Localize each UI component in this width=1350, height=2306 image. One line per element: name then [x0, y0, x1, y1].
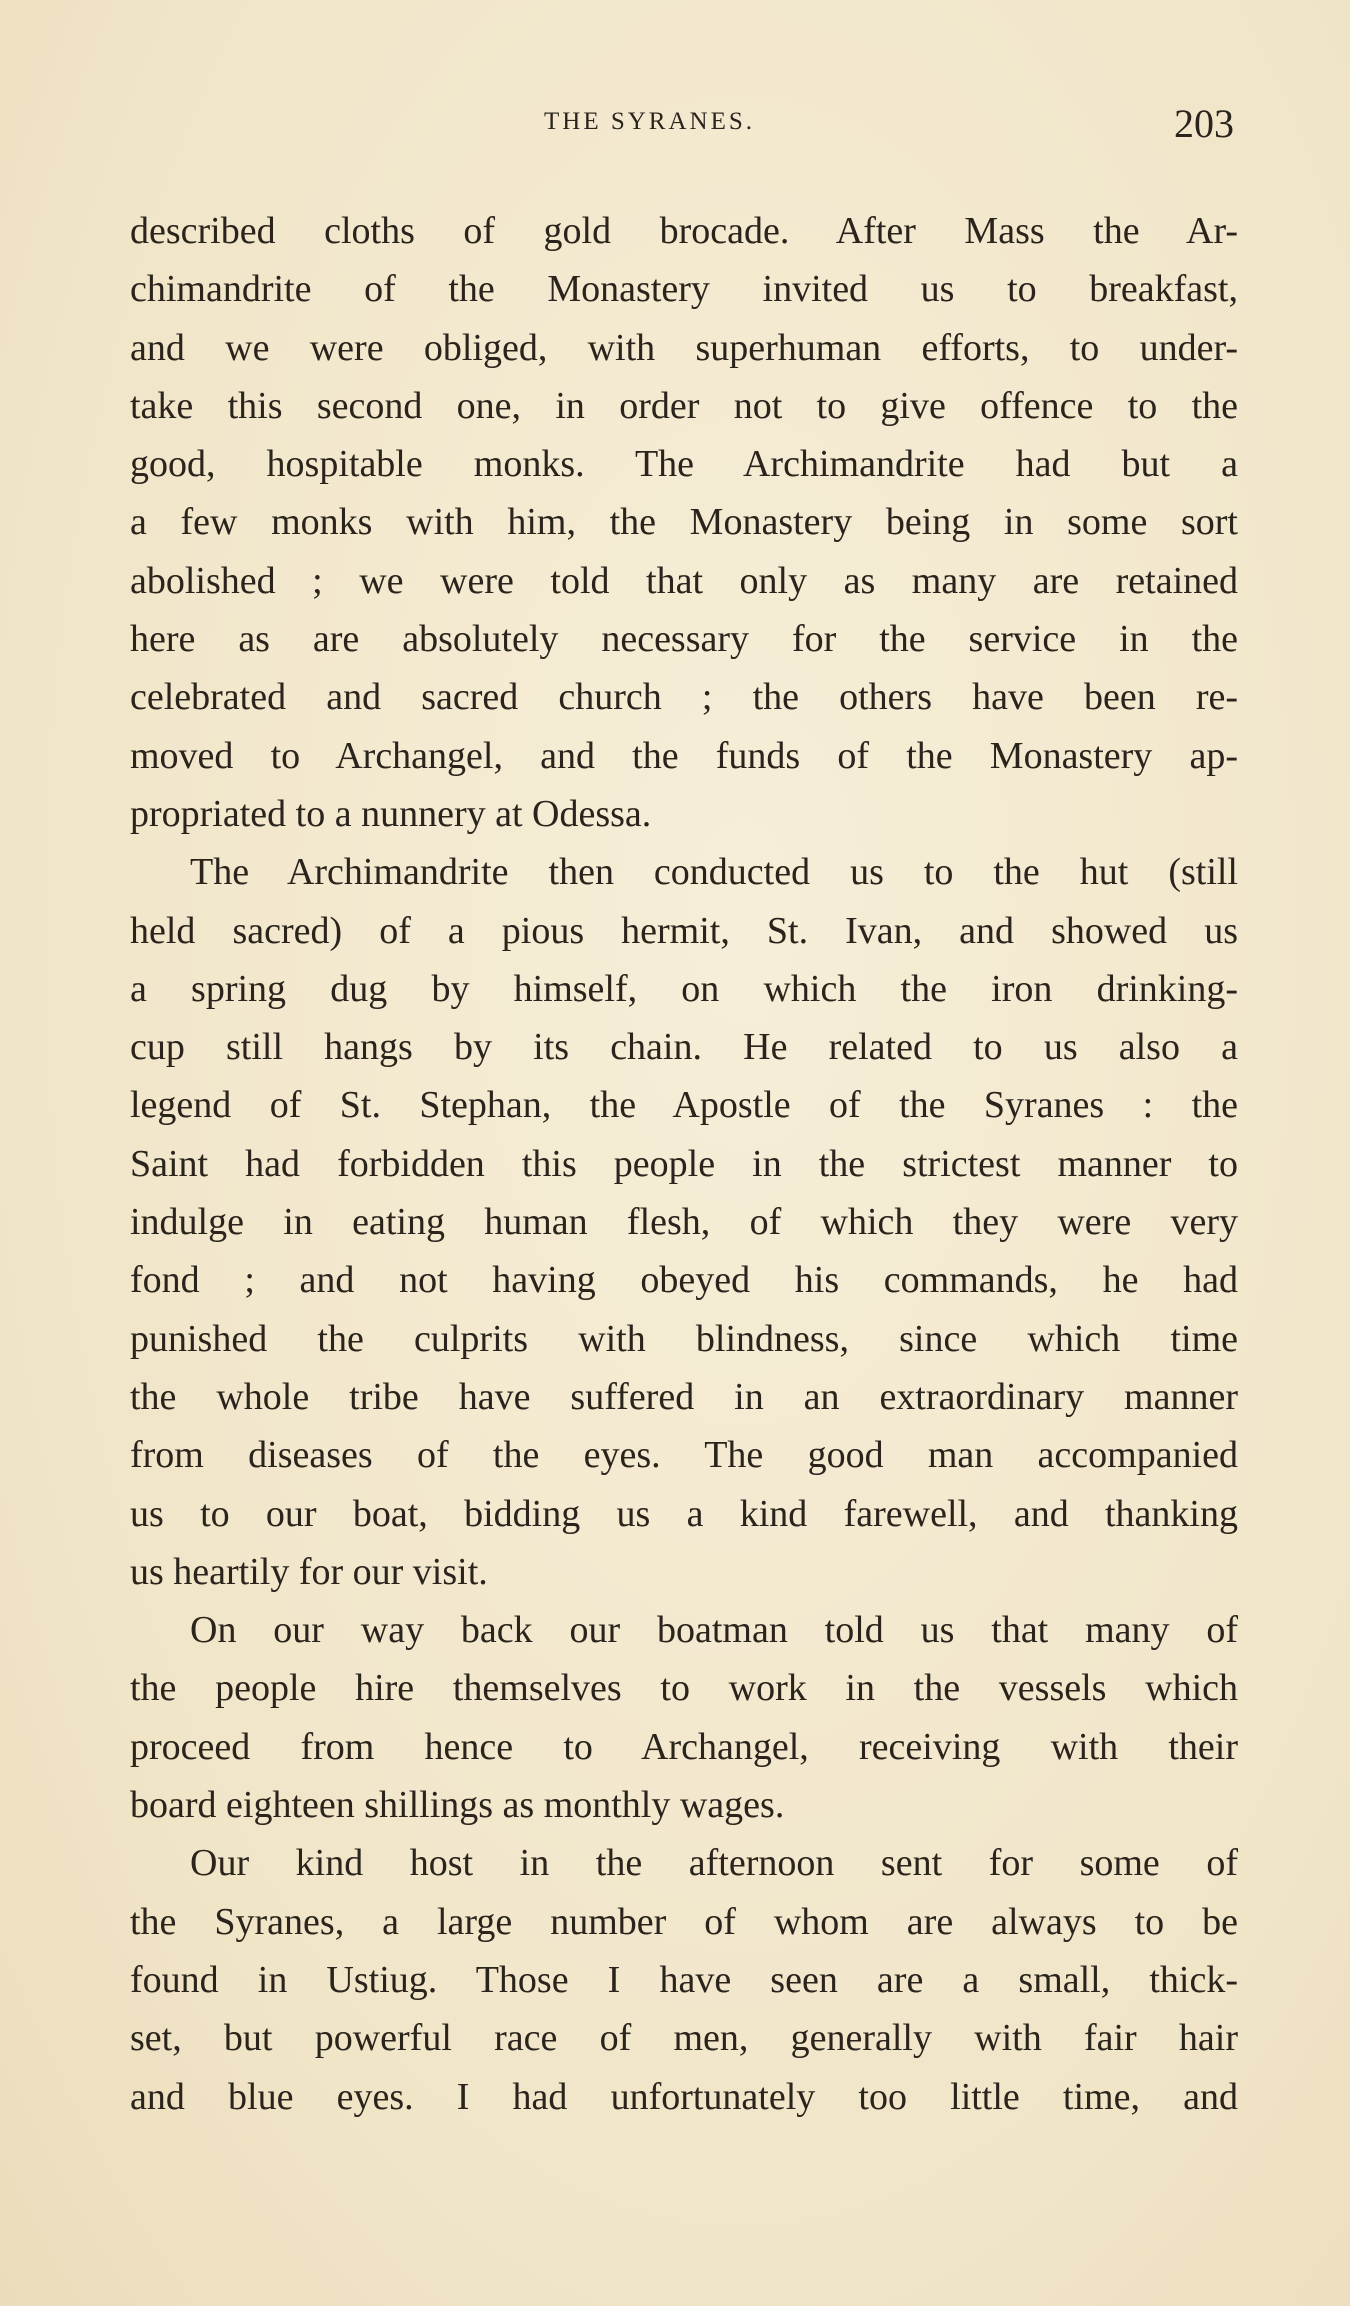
text-line: the whole tribe have suffered in an extraordinary manner: [130, 1375, 1238, 1418]
text-line: cup still hangs by its chain. He related to us also a: [130, 1026, 1238, 1069]
paragraph-start-line: On our way back our boatman told us that many of: [190, 1609, 1238, 1652]
text-line: celebrated and sacred church ; the others have been re-: [130, 676, 1238, 719]
text-line: a few monks with him, the Monastery being in some sort: [130, 501, 1238, 544]
text-line: legend of St. Stephan, the Apostle of the Syranes : the: [130, 1084, 1238, 1127]
body-text: [130, 202, 1238, 2126]
text-line: the Syranes, a large number of whom are always to be: [130, 1900, 1238, 1943]
text-line: from diseases of the eyes. The good man accompanied: [130, 1434, 1238, 1477]
text-line: us to our boat, bidding us a kind farewell, and thanking: [130, 1492, 1238, 1535]
paragraph-start-line: The Archimandrite then conducted us to the hut (still: [190, 851, 1238, 894]
text-line: the people hire themselves to work in the vessels which: [130, 1667, 1238, 1710]
text-line: a spring dug by himself, on which the iron drinking-: [130, 967, 1238, 1010]
running-head: THE SYRANES.: [544, 108, 756, 135]
paragraph-start-line: Our kind host in the afternoon sent for some of: [190, 1842, 1238, 1885]
text-line: held sacred) of a pious hermit, St. Ivan, and showed us: [130, 909, 1238, 952]
text-line: moved to Archangel, and the funds of the Monastery ap-: [130, 734, 1238, 777]
text-line: abolished ; we were told that only as many are retained: [130, 559, 1238, 602]
text-line: board eighteen shillings as monthly wages.: [130, 1784, 785, 1827]
text-line: propriated to a nunnery at Odessa.: [130, 792, 652, 835]
text-line: fond ; and not having obeyed his commands, he had: [130, 1259, 1238, 1302]
text-line: good, hospitable monks. The Archimandrite had but a: [130, 443, 1238, 486]
page-number: 203: [1174, 101, 1234, 146]
text-line: found in Ustiug. Those I have seen are a small, thick-: [130, 1958, 1238, 2001]
text-line: indulge in eating human flesh, of which they were very: [130, 1201, 1238, 1244]
text-line: take this second one, in order not to give offence to the: [130, 384, 1238, 427]
text-line: here as are absolutely necessary for the service in the: [130, 618, 1238, 661]
text-line: us heartily for our visit.: [130, 1550, 488, 1593]
text-line: and blue eyes. I had unfortunately too little time, and: [130, 2075, 1238, 2118]
text-line: chimandrite of the Monastery invited us to breakfast,: [130, 268, 1238, 311]
text-line: punished the culprits with blindness, since which time: [130, 1317, 1238, 1360]
text-line: set, but powerful race of men, generally with fair hair: [130, 2017, 1238, 2060]
text-line: Saint had forbidden this people in the strictest manner to: [130, 1142, 1238, 1185]
text-line: proceed from hence to Archangel, receiving with their: [130, 1725, 1238, 1768]
text-line: and we were obliged, with superhuman efforts, to under-: [130, 326, 1238, 369]
text-line: described cloths of gold brocade. After Mass the Ar-: [130, 210, 1238, 252]
